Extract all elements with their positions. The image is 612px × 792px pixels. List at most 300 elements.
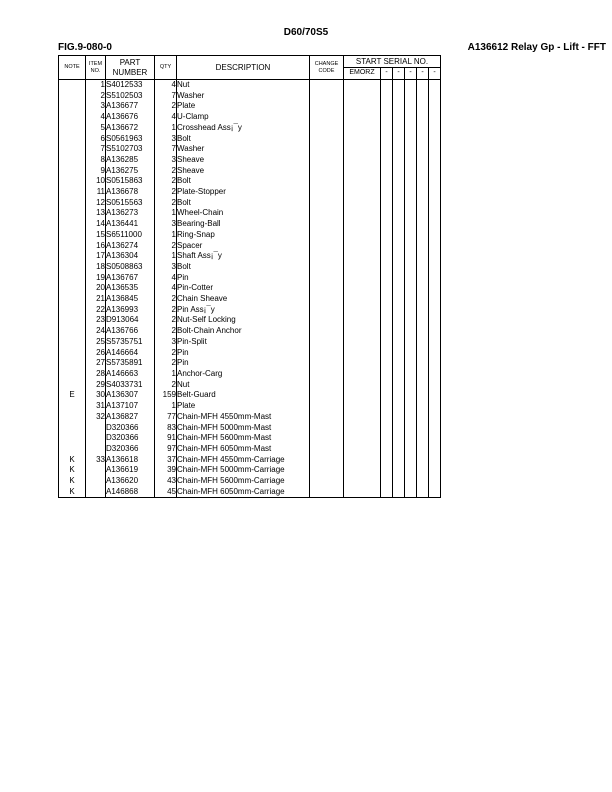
row-description: Pin-Split	[177, 337, 310, 348]
row-item-no: 21	[86, 294, 106, 305]
row-change-code	[310, 476, 344, 487]
row-serial-cell	[344, 112, 381, 123]
row-description: Plate	[177, 401, 310, 412]
row-note: K	[59, 476, 86, 487]
row-part-number: S6511000	[106, 230, 155, 241]
qty-header: QTY	[155, 56, 177, 80]
row-serial-cell	[405, 219, 417, 230]
row-note	[59, 230, 86, 241]
row-serial-cell	[417, 433, 429, 444]
row-part-number: A136441	[106, 219, 155, 230]
row-serial-cell	[417, 187, 429, 198]
table-row	[59, 144, 441, 155]
row-part-number: A136678	[106, 187, 155, 198]
table-row	[59, 369, 441, 380]
row-serial-cell	[429, 251, 441, 262]
row-change-code	[310, 155, 344, 166]
row-serial-cell	[381, 315, 393, 326]
serial-prefix: EMORZ	[344, 68, 381, 80]
row-serial-cell	[381, 230, 393, 241]
row-qty: 2	[155, 241, 177, 252]
row-serial-cell	[429, 123, 441, 134]
row-serial-cell	[381, 305, 393, 316]
row-part-number: D913064	[106, 315, 155, 326]
row-note	[59, 166, 86, 177]
table-row	[59, 348, 441, 359]
table-row	[59, 134, 441, 145]
row-part-number: A136304	[106, 251, 155, 262]
row-serial-cell	[429, 134, 441, 145]
row-qty: 3	[155, 219, 177, 230]
row-serial-cell	[344, 487, 381, 498]
row-description: Chain-MFH 4550mm-Carriage	[177, 455, 310, 466]
row-part-number: A136676	[106, 112, 155, 123]
row-serial-cell	[429, 273, 441, 284]
row-description: Bolt	[177, 262, 310, 273]
row-serial-cell	[344, 423, 381, 434]
row-item-no: 33	[86, 455, 106, 466]
row-description: Nut	[177, 80, 310, 91]
row-serial-cell	[429, 305, 441, 316]
row-serial-cell	[393, 251, 405, 262]
row-description: Chain-MFH 5600mm-Carriage	[177, 476, 310, 487]
row-serial-cell	[417, 401, 429, 412]
row-note	[59, 134, 86, 145]
row-change-code	[310, 198, 344, 209]
row-serial-cell	[393, 294, 405, 305]
row-serial-cell	[381, 91, 393, 102]
table-row	[59, 412, 441, 423]
row-serial-cell	[393, 262, 405, 273]
row-note	[59, 198, 86, 209]
table-row	[59, 176, 441, 187]
row-qty: 2	[155, 358, 177, 369]
row-item-no	[86, 465, 106, 476]
row-qty: 1	[155, 230, 177, 241]
row-serial-cell	[393, 337, 405, 348]
row-serial-cell	[381, 187, 393, 198]
row-part-number: D320366	[106, 423, 155, 434]
row-serial-cell	[405, 176, 417, 187]
row-serial-cell	[417, 166, 429, 177]
row-serial-cell	[405, 134, 417, 145]
row-qty: 2	[155, 315, 177, 326]
row-change-code	[310, 144, 344, 155]
row-note	[59, 348, 86, 359]
row-serial-cell	[344, 241, 381, 252]
row-change-code	[310, 230, 344, 241]
row-serial-cell	[344, 80, 381, 91]
row-serial-cell	[417, 112, 429, 123]
row-qty: 43	[155, 476, 177, 487]
table-row	[59, 262, 441, 273]
row-qty: 2	[155, 326, 177, 337]
row-serial-cell	[429, 455, 441, 466]
row-serial-cell	[393, 176, 405, 187]
row-part-number: A136766	[106, 326, 155, 337]
row-serial-cell	[405, 305, 417, 316]
row-serial-cell	[405, 251, 417, 262]
row-description: Belt-Guard	[177, 390, 310, 401]
row-serial-cell	[429, 390, 441, 401]
row-description: Bolt	[177, 134, 310, 145]
model-title: D60/70S5	[283, 27, 329, 38]
row-part-number: S0515563	[106, 198, 155, 209]
table-row	[59, 112, 441, 123]
row-serial-cell	[417, 487, 429, 498]
table-row	[59, 241, 441, 252]
row-serial-cell	[393, 401, 405, 412]
row-qty: 4	[155, 273, 177, 284]
row-note: K	[59, 487, 86, 498]
row-serial-cell	[344, 166, 381, 177]
row-description: Chain-MFH 6050mm-Mast	[177, 444, 310, 455]
row-serial-cell	[344, 123, 381, 134]
row-serial-cell	[405, 315, 417, 326]
row-serial-cell	[417, 390, 429, 401]
table-row	[59, 305, 441, 316]
row-serial-cell	[393, 348, 405, 359]
row-serial-cell	[429, 294, 441, 305]
row-note	[59, 283, 86, 294]
row-description: Anchor-Carg	[177, 369, 310, 380]
row-qty: 4	[155, 80, 177, 91]
row-qty: 2	[155, 348, 177, 359]
row-change-code	[310, 262, 344, 273]
row-item-no: 17	[86, 251, 106, 262]
row-description: Crosshead Ass¡¯y	[177, 123, 310, 134]
row-serial-cell	[381, 348, 393, 359]
row-serial-cell	[417, 262, 429, 273]
row-part-number: A136285	[106, 155, 155, 166]
row-qty: 91	[155, 433, 177, 444]
table-row	[59, 187, 441, 198]
row-item-no: 18	[86, 262, 106, 273]
row-note	[59, 101, 86, 112]
row-change-code	[310, 294, 344, 305]
row-part-number: S5102703	[106, 144, 155, 155]
row-serial-cell	[429, 412, 441, 423]
row-serial-cell	[393, 230, 405, 241]
row-note	[59, 401, 86, 412]
start-serial-header: START SERIAL NO.	[344, 56, 441, 68]
row-part-number: D320366	[106, 444, 155, 455]
table-row	[59, 155, 441, 166]
row-serial-cell	[344, 262, 381, 273]
row-change-code	[310, 380, 344, 391]
row-serial-cell	[417, 358, 429, 369]
row-serial-cell	[429, 433, 441, 444]
row-serial-cell	[393, 166, 405, 177]
row-serial-cell	[393, 241, 405, 252]
row-part-number: A136275	[106, 166, 155, 177]
row-serial-cell	[393, 369, 405, 380]
row-description: Chain-MFH 5000mm-Mast	[177, 423, 310, 434]
row-part-number: A136273	[106, 208, 155, 219]
row-serial-cell	[429, 401, 441, 412]
row-note	[59, 358, 86, 369]
row-serial-cell	[417, 208, 429, 219]
row-serial-cell	[429, 112, 441, 123]
parts-table	[58, 55, 441, 498]
row-serial-cell	[405, 262, 417, 273]
row-serial-cell	[393, 465, 405, 476]
row-serial-cell	[344, 358, 381, 369]
row-serial-cell	[429, 80, 441, 91]
row-description: Pin	[177, 358, 310, 369]
row-serial-cell	[344, 208, 381, 219]
row-serial-cell	[417, 455, 429, 466]
row-serial-cell	[344, 326, 381, 337]
row-description: Pin	[177, 273, 310, 284]
row-serial-cell	[393, 476, 405, 487]
row-serial-cell	[381, 444, 393, 455]
row-serial-cell	[381, 262, 393, 273]
row-item-no: 22	[86, 305, 106, 316]
row-serial-cell	[429, 241, 441, 252]
row-qty: 2	[155, 187, 177, 198]
row-serial-cell	[405, 476, 417, 487]
row-serial-cell	[381, 326, 393, 337]
row-serial-cell	[417, 444, 429, 455]
row-serial-cell	[344, 433, 381, 444]
row-serial-cell	[393, 423, 405, 434]
row-serial-cell	[405, 198, 417, 209]
row-serial-cell	[429, 283, 441, 294]
row-serial-cell	[344, 315, 381, 326]
row-serial-cell	[393, 444, 405, 455]
row-serial-cell	[344, 476, 381, 487]
row-item-no: 8	[86, 155, 106, 166]
row-part-number: A146663	[106, 369, 155, 380]
row-note	[59, 294, 86, 305]
row-serial-cell	[393, 273, 405, 284]
table-row	[59, 315, 441, 326]
row-serial-cell	[417, 465, 429, 476]
group-title: A136612 Relay Gp - Lift - FFT	[467, 42, 606, 53]
row-serial-cell	[417, 337, 429, 348]
row-serial-cell	[381, 369, 393, 380]
table-row	[59, 101, 441, 112]
row-serial-cell	[405, 487, 417, 498]
row-serial-cell	[429, 166, 441, 177]
table-row	[59, 219, 441, 230]
row-description: Chain-MFH 5000mm-Carriage	[177, 465, 310, 476]
row-change-code	[310, 166, 344, 177]
row-serial-cell	[381, 283, 393, 294]
row-note	[59, 262, 86, 273]
row-change-code	[310, 412, 344, 423]
row-serial-cell	[393, 187, 405, 198]
row-serial-cell	[405, 444, 417, 455]
row-serial-cell	[405, 401, 417, 412]
row-qty: 2	[155, 198, 177, 209]
row-note	[59, 380, 86, 391]
row-change-code	[310, 91, 344, 102]
row-serial-cell	[393, 412, 405, 423]
row-description: Shaft Ass¡¯y	[177, 251, 310, 262]
row-serial-cell	[405, 80, 417, 91]
row-serial-cell	[344, 219, 381, 230]
row-serial-cell	[405, 337, 417, 348]
table-row	[59, 230, 441, 241]
row-change-code	[310, 101, 344, 112]
table-row	[59, 273, 441, 284]
row-serial-cell	[381, 208, 393, 219]
row-note	[59, 187, 86, 198]
row-serial-cell	[429, 315, 441, 326]
row-change-code	[310, 112, 344, 123]
row-serial-cell	[381, 412, 393, 423]
row-part-number: A136993	[106, 305, 155, 316]
row-serial-cell	[417, 123, 429, 134]
row-serial-cell	[417, 423, 429, 434]
row-qty: 1	[155, 251, 177, 262]
row-qty: 2	[155, 176, 177, 187]
row-serial-cell	[405, 91, 417, 102]
table-row	[59, 123, 441, 134]
row-serial-cell	[417, 412, 429, 423]
row-serial-cell	[429, 337, 441, 348]
row-part-number: S5735891	[106, 358, 155, 369]
row-part-number: S0561963	[106, 134, 155, 145]
row-serial-cell	[405, 455, 417, 466]
row-serial-cell	[344, 412, 381, 423]
row-qty: 1	[155, 123, 177, 134]
row-note	[59, 80, 86, 91]
row-item-no	[86, 433, 106, 444]
row-qty: 4	[155, 112, 177, 123]
part-number-header: PART NUMBER	[106, 56, 155, 80]
row-serial-cell	[381, 80, 393, 91]
row-change-code	[310, 273, 344, 284]
row-serial-cell	[381, 455, 393, 466]
row-description: Chain-MFH 5600mm-Mast	[177, 433, 310, 444]
row-note	[59, 251, 86, 262]
row-part-number: A136535	[106, 283, 155, 294]
row-item-no: 14	[86, 219, 106, 230]
row-change-code	[310, 348, 344, 359]
row-serial-cell	[429, 262, 441, 273]
row-serial-cell	[344, 101, 381, 112]
row-item-no: 30	[86, 390, 106, 401]
row-note	[59, 208, 86, 219]
serial-cell: -	[429, 68, 441, 80]
row-serial-cell	[429, 187, 441, 198]
row-part-number: A136620	[106, 476, 155, 487]
row-serial-cell	[381, 112, 393, 123]
row-serial-cell	[417, 219, 429, 230]
row-serial-cell	[417, 101, 429, 112]
row-note	[59, 412, 86, 423]
row-serial-cell	[344, 155, 381, 166]
table-row	[59, 80, 441, 91]
row-serial-cell	[429, 144, 441, 155]
row-item-no: 19	[86, 273, 106, 284]
row-serial-cell	[344, 455, 381, 466]
row-note	[59, 337, 86, 348]
row-serial-cell	[405, 294, 417, 305]
row-serial-cell	[393, 315, 405, 326]
row-change-code	[310, 305, 344, 316]
table-row	[59, 198, 441, 209]
table-row	[59, 294, 441, 305]
row-serial-cell	[393, 390, 405, 401]
row-serial-cell	[344, 348, 381, 359]
row-note	[59, 305, 86, 316]
row-qty: 3	[155, 134, 177, 145]
row-description: Washer	[177, 144, 310, 155]
row-change-code	[310, 465, 344, 476]
row-item-no: 24	[86, 326, 106, 337]
row-serial-cell	[405, 283, 417, 294]
row-qty: 2	[155, 380, 177, 391]
row-serial-cell	[429, 380, 441, 391]
row-serial-cell	[381, 198, 393, 209]
row-serial-cell	[417, 176, 429, 187]
row-note	[59, 219, 86, 230]
table-row	[59, 465, 441, 476]
row-description: Wheel-Chain	[177, 208, 310, 219]
row-serial-cell	[429, 91, 441, 102]
row-serial-cell	[381, 401, 393, 412]
row-serial-cell	[417, 315, 429, 326]
row-note	[59, 444, 86, 455]
table-row	[59, 166, 441, 177]
row-qty: 2	[155, 166, 177, 177]
row-serial-cell	[417, 283, 429, 294]
row-part-number: A136307	[106, 390, 155, 401]
row-serial-cell	[417, 294, 429, 305]
row-description: Sheave	[177, 166, 310, 177]
row-item-no: 15	[86, 230, 106, 241]
row-note: K	[59, 465, 86, 476]
row-description: Pin-Cotter	[177, 283, 310, 294]
row-description: U-Clamp	[177, 112, 310, 123]
row-change-code	[310, 487, 344, 498]
row-serial-cell	[381, 166, 393, 177]
row-serial-cell	[405, 144, 417, 155]
row-change-code	[310, 401, 344, 412]
description-header: DESCRIPTION	[177, 56, 310, 80]
row-part-number: A146664	[106, 348, 155, 359]
row-serial-cell	[393, 91, 405, 102]
row-serial-cell	[405, 369, 417, 380]
row-serial-cell	[344, 91, 381, 102]
row-serial-cell	[405, 348, 417, 359]
row-qty: 7	[155, 144, 177, 155]
row-note	[59, 369, 86, 380]
note-header: NOTE	[59, 56, 86, 80]
row-serial-cell	[393, 305, 405, 316]
row-part-number: S0515863	[106, 176, 155, 187]
row-qty: 39	[155, 465, 177, 476]
row-change-code	[310, 123, 344, 134]
row-serial-cell	[344, 283, 381, 294]
row-serial-cell	[429, 155, 441, 166]
row-serial-cell	[381, 358, 393, 369]
row-serial-cell	[417, 80, 429, 91]
row-part-number: A136827	[106, 412, 155, 423]
row-serial-cell	[344, 198, 381, 209]
row-note	[59, 423, 86, 434]
row-serial-cell	[417, 326, 429, 337]
row-serial-cell	[417, 380, 429, 391]
row-serial-cell	[429, 348, 441, 359]
row-change-code	[310, 219, 344, 230]
row-serial-cell	[381, 251, 393, 262]
row-qty: 7	[155, 91, 177, 102]
